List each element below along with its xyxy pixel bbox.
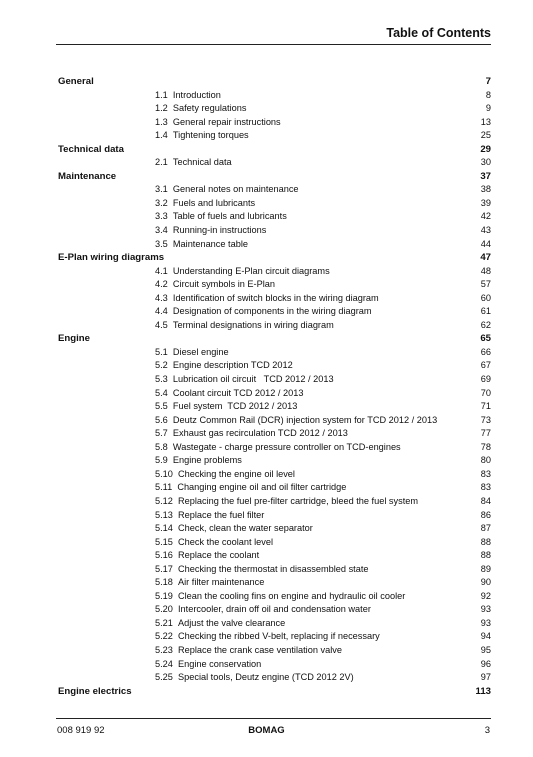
toc-entry-number: 5.23 <box>155 644 173 655</box>
toc-entry-number: 5.8 <box>155 441 168 452</box>
toc-entry-page: 57 <box>480 279 491 290</box>
header-divider <box>56 44 491 45</box>
toc-entry-title: Changing engine oil and oil filter cartridge <box>177 482 347 493</box>
toc-section-row[interactable] <box>58 332 491 346</box>
toc-entry-row[interactable] <box>58 427 491 441</box>
toc-entry-row[interactable] <box>58 373 491 387</box>
toc-entry-number: 4.2 <box>155 279 168 290</box>
toc-entry-page: 44 <box>480 238 491 249</box>
toc-entry-number: 3.1 <box>155 184 168 195</box>
toc-entry-row[interactable] <box>58 210 491 224</box>
toc-entry-row[interactable] <box>58 129 491 143</box>
toc-entry-row[interactable] <box>58 617 491 631</box>
toc-entry-number: 5.16 <box>155 550 173 561</box>
toc-entry-label <box>155 414 437 428</box>
toc-entry-number: 5.7 <box>155 428 168 439</box>
toc-entry-row[interactable] <box>58 278 491 292</box>
toc-entry-label <box>155 387 303 401</box>
toc-entry-row[interactable] <box>58 414 491 428</box>
toc-entry-title: Lubrication oil circuit TCD 2012 / 2013 <box>172 374 334 385</box>
toc-entry-label <box>155 183 299 197</box>
toc-entry-page: 77 <box>480 428 491 439</box>
toc-entry-title: Exhaust gas recirculation TCD 2012 / 2013 <box>172 428 348 439</box>
toc-entry-title: Check the coolant level <box>178 536 273 547</box>
toc-entry-row[interactable] <box>58 671 491 685</box>
toc-entry-label <box>155 210 287 224</box>
toc-entry-page: 67 <box>480 360 491 371</box>
toc-entry-number: 5.4 <box>155 387 168 398</box>
toc-entry-number: 5.21 <box>155 617 173 628</box>
toc-entry-label <box>155 102 246 116</box>
toc-entry-title: Air filter maintenance <box>178 577 265 588</box>
toc-entry-title: Checking the engine oil level <box>178 468 295 479</box>
toc-entry-title: Diesel engine <box>172 346 229 357</box>
toc-entry-row[interactable] <box>58 400 491 414</box>
toc-entry-title: Replace the coolant <box>178 550 260 561</box>
toc-entry-page: 95 <box>480 644 491 655</box>
toc-entry-row[interactable] <box>58 197 491 211</box>
toc-entry-label <box>155 346 229 360</box>
toc-entry-number: 5.15 <box>155 536 173 547</box>
toc-entry-page: 30 <box>480 157 491 168</box>
toc-entry-page: 97 <box>480 672 491 683</box>
toc-entry-row[interactable] <box>58 590 491 604</box>
toc-entry-number: 5.20 <box>155 604 173 615</box>
toc-entry-page: 39 <box>480 197 491 208</box>
toc-entry-number: 5.25 <box>155 672 173 683</box>
toc-entry-label <box>155 129 249 143</box>
toc-entry-row[interactable] <box>58 359 491 373</box>
toc-entry-title: Checking the thermostat in disassembled state <box>178 563 369 574</box>
toc-entry-label <box>155 116 281 130</box>
toc-entry-label <box>155 292 379 306</box>
toc-entry-title: Replace the crank case ventilation valve <box>178 644 342 655</box>
toc-entry-title: General repair instructions <box>172 116 281 127</box>
toc-section-page: 113 <box>475 685 491 697</box>
toc-section-title: Technical data <box>58 143 124 155</box>
toc-section-page: 47 <box>480 252 491 264</box>
toc-entry-number: 1.4 <box>155 130 168 141</box>
toc-entry-title: Clean the cooling fins on engine and hydraulic oil cooler <box>178 590 406 601</box>
toc-entry-row[interactable] <box>58 468 491 482</box>
toc-entry-page: 93 <box>480 617 491 628</box>
toc-section-page: 29 <box>480 143 491 155</box>
toc-entry-row[interactable] <box>58 238 491 252</box>
toc-entry-label <box>155 495 418 509</box>
toc-entry-label <box>155 319 334 333</box>
toc-entry-title: Safety regulations <box>172 103 247 114</box>
toc-entry-label <box>155 576 264 590</box>
toc-entry-title: Adjust the valve clearance <box>178 617 286 628</box>
toc-entry-page: 25 <box>480 130 491 141</box>
toc-entry-label <box>155 509 264 523</box>
toc-entry-row[interactable] <box>58 319 491 333</box>
toc-entry-title: Understanding E-Plan circuit diagrams <box>172 265 330 276</box>
toc-entry-row[interactable] <box>58 305 491 319</box>
toc-entry-page: 42 <box>480 211 491 222</box>
toc-entry-row[interactable] <box>58 183 491 197</box>
toc-entry-label <box>155 238 248 252</box>
toc-entry-label <box>155 400 297 414</box>
toc-entry-number: 1.1 <box>155 89 168 100</box>
toc-entry-row[interactable] <box>58 265 491 279</box>
toc-entry-number: 3.5 <box>155 238 168 249</box>
toc-entry-page: 88 <box>480 550 491 561</box>
toc-section-title: E-Plan wiring diagrams <box>58 252 165 264</box>
toc-entry-row[interactable] <box>58 549 491 563</box>
toc-entry-title: Replacing the fuel pre-filter cartridge, bleed the fuel system <box>178 495 419 506</box>
toc-entry-page: 90 <box>480 577 491 588</box>
toc-entry-label <box>155 617 285 631</box>
document-number: 008 919 92 <box>57 725 105 736</box>
toc-entry-row[interactable] <box>58 387 491 401</box>
toc-entry-page: 83 <box>480 468 491 479</box>
toc-entry-title: Introduction <box>172 89 221 100</box>
toc-section-row[interactable] <box>58 685 491 699</box>
toc-entry-label <box>155 359 293 373</box>
toc-entry-label <box>155 522 313 536</box>
toc-section-page: 7 <box>485 76 491 87</box>
toc-entry-page: 48 <box>480 265 491 276</box>
toc-entry-row[interactable] <box>58 224 491 238</box>
toc-entry-label <box>155 549 259 563</box>
toc-entry-page: 94 <box>480 631 491 642</box>
toc-entry-row[interactable] <box>58 481 491 495</box>
toc-entry-number: 5.14 <box>155 523 173 534</box>
toc-entry-page: 86 <box>480 509 491 520</box>
toc-entry-number: 5.5 <box>155 401 168 412</box>
toc-entry-number: 5.22 <box>155 631 173 642</box>
toc-entry-label <box>155 427 348 441</box>
toc-entry-label <box>155 441 401 455</box>
toc-section-title: Engine electrics <box>58 685 132 697</box>
toc-entry-number: 5.17 <box>155 563 173 574</box>
toc-entry-label <box>155 156 232 170</box>
toc-entry-title: Tightening torques <box>172 130 249 141</box>
toc-section-page: 65 <box>480 333 491 345</box>
toc-entry-row[interactable] <box>58 495 491 509</box>
toc-entry-label <box>155 630 380 644</box>
toc-entry-row[interactable] <box>58 116 491 130</box>
toc-entry-number: 5.13 <box>155 509 173 520</box>
toc-entry-number: 5.19 <box>155 590 173 601</box>
toc-entry-row[interactable] <box>58 292 491 306</box>
toc-entry-number: 1.3 <box>155 116 168 127</box>
toc-section-page: 37 <box>480 170 491 182</box>
toc-entry-number: 3.3 <box>155 211 168 222</box>
toc-entry-number: 4.1 <box>155 265 168 276</box>
toc-entry-page: 89 <box>480 563 491 574</box>
toc-entry-label <box>155 481 346 495</box>
toc-entry-title: Coolant circuit TCD 2012 / 2013 <box>172 387 304 398</box>
toc-entry-page: 69 <box>480 374 491 385</box>
toc-entry-title: Replace the fuel filter <box>178 509 265 520</box>
toc-entry-page: 71 <box>480 401 491 412</box>
toc-entry-title: General notes on maintenance <box>172 184 299 195</box>
toc-entry-page: 61 <box>480 306 491 317</box>
toc-entry-number: 4.3 <box>155 292 168 303</box>
toc-entry-page: 87 <box>480 523 491 534</box>
toc-entry-page: 38 <box>480 184 491 195</box>
page-title: Table of Contents <box>386 26 491 40</box>
toc-entry-title: Terminal designations in wiring diagram <box>172 319 334 330</box>
toc-entry-row[interactable] <box>58 509 491 523</box>
toc-entry-row[interactable] <box>58 441 491 455</box>
toc-entry-label <box>155 265 330 279</box>
toc-entry-title: Engine description TCD 2012 <box>172 360 293 371</box>
toc-entry-number: 5.2 <box>155 360 168 371</box>
toc-entry-number: 5.3 <box>155 374 168 385</box>
toc-entry-row[interactable] <box>58 89 491 103</box>
toc-entry-page: 8 <box>485 89 491 100</box>
toc-entry-title: Intercooler, drain off oil and condensation water <box>178 604 371 615</box>
toc-entry-title: Running-in instructions <box>172 225 267 236</box>
footer-divider <box>56 718 491 719</box>
toc-entry-row[interactable] <box>58 536 491 550</box>
toc-entry-number: 3.4 <box>155 225 168 236</box>
toc-entry-title: Technical data <box>172 157 232 168</box>
toc-entry-title: Wastegate - charge pressure controller on TCD-engines <box>172 441 401 452</box>
toc-entry-label <box>155 373 334 387</box>
toc-entry-row[interactable] <box>58 454 491 468</box>
toc-entry-title: Table of fuels and lubricants <box>172 211 287 222</box>
toc-entry-label <box>155 536 273 550</box>
toc-entry-title: Identification of switch blocks in the wiring diagram <box>172 292 379 303</box>
toc-entry-title: Engine problems <box>172 455 242 466</box>
toc-entry-label <box>155 278 275 292</box>
toc-entry-title: Designation of components in the wiring diagram <box>172 306 372 317</box>
toc-entry-page: 80 <box>480 455 491 466</box>
toc-entry-label <box>155 305 372 319</box>
toc-entry-page: 13 <box>480 116 491 127</box>
toc-entry-title: Fuel system TCD 2012 / 2013 <box>172 401 298 412</box>
toc-entry-page: 60 <box>480 292 491 303</box>
toc-entry-number: 5.6 <box>155 414 168 425</box>
toc-entry-label <box>155 658 261 672</box>
toc-entry-row[interactable] <box>58 603 491 617</box>
toc-entry-number: 5.10 <box>155 468 173 479</box>
toc-section-title: Maintenance <box>58 170 117 182</box>
toc-section-row[interactable] <box>58 251 491 265</box>
toc-entry-title: Check, clean the water separator <box>178 523 313 534</box>
toc-entry-page: 66 <box>480 346 491 357</box>
toc-entry-title: Circuit symbols in E-Plan <box>172 279 276 290</box>
toc-entry-number: 1.2 <box>155 103 168 114</box>
toc-entry-page: 93 <box>480 604 491 615</box>
toc-entry-title: Deutz Common Rail (DCR) injection system for TCD 2012 / 2013 <box>172 414 438 425</box>
page-number: 3 <box>484 725 490 736</box>
toc-entry-row[interactable] <box>58 630 491 644</box>
toc-entry-page: 92 <box>480 590 491 601</box>
toc-entry-number: 4.5 <box>155 319 168 330</box>
toc-entry-label <box>155 224 266 238</box>
toc-entry-page: 70 <box>480 387 491 398</box>
toc-entry-number: 5.1 <box>155 346 168 357</box>
toc-entry-label <box>155 454 242 468</box>
toc-entry-row[interactable] <box>58 522 491 536</box>
toc-entry-number: 5.18 <box>155 577 173 588</box>
toc-entry-page: 88 <box>480 536 491 547</box>
toc-entry-title: Fuels and lubricants <box>172 197 256 208</box>
table-of-contents <box>58 75 491 698</box>
toc-entry-title: Engine conservation <box>178 658 262 669</box>
toc-section-row[interactable] <box>58 143 491 157</box>
toc-entry-number: 4.4 <box>155 306 168 317</box>
brand-name: BOMAG <box>248 725 285 736</box>
toc-entry-row[interactable] <box>58 658 491 672</box>
toc-entry-label <box>155 603 371 617</box>
toc-section-title: Engine <box>58 333 90 345</box>
toc-section-row[interactable] <box>58 75 491 89</box>
toc-entry-page: 62 <box>480 319 491 330</box>
toc-entry-row[interactable] <box>58 576 491 590</box>
toc-entry-label <box>155 468 295 482</box>
toc-entry-label <box>155 644 342 658</box>
toc-entry-page: 83 <box>480 482 491 493</box>
toc-entry-page: 96 <box>480 658 491 669</box>
toc-entry-number: 5.9 <box>155 455 168 466</box>
toc-entry-page: 84 <box>480 495 491 506</box>
toc-entry-page: 73 <box>480 414 491 425</box>
toc-entry-row[interactable] <box>58 156 491 170</box>
toc-entry-label <box>155 89 221 103</box>
toc-entry-row[interactable] <box>58 102 491 116</box>
toc-entry-title: Special tools, Deutz engine (TCD 2012 2V) <box>178 672 354 683</box>
toc-entry-page: 9 <box>485 103 491 114</box>
toc-entry-label <box>155 671 354 685</box>
toc-entry-number: 5.24 <box>155 658 173 669</box>
toc-entry-row[interactable] <box>58 644 491 658</box>
toc-entry-number: 5.12 <box>155 495 173 506</box>
toc-entry-number: 3.2 <box>155 197 168 208</box>
toc-section-row[interactable] <box>58 170 491 184</box>
toc-entry-number: 5.11 <box>155 482 173 493</box>
toc-entry-title: Checking the ribbed V-belt, replacing if necessary <box>178 631 380 642</box>
toc-entry-label <box>155 197 255 211</box>
toc-entry-label <box>155 590 405 604</box>
toc-entry-label <box>155 563 368 577</box>
toc-entry-row[interactable] <box>58 346 491 360</box>
toc-entry-number: 2.1 <box>155 157 168 168</box>
toc-entry-title: Maintenance table <box>172 238 248 249</box>
toc-section-title: General <box>58 76 94 87</box>
toc-entry-row[interactable] <box>58 563 491 577</box>
toc-entry-page: 43 <box>480 225 491 236</box>
toc-entry-page: 78 <box>480 441 491 452</box>
